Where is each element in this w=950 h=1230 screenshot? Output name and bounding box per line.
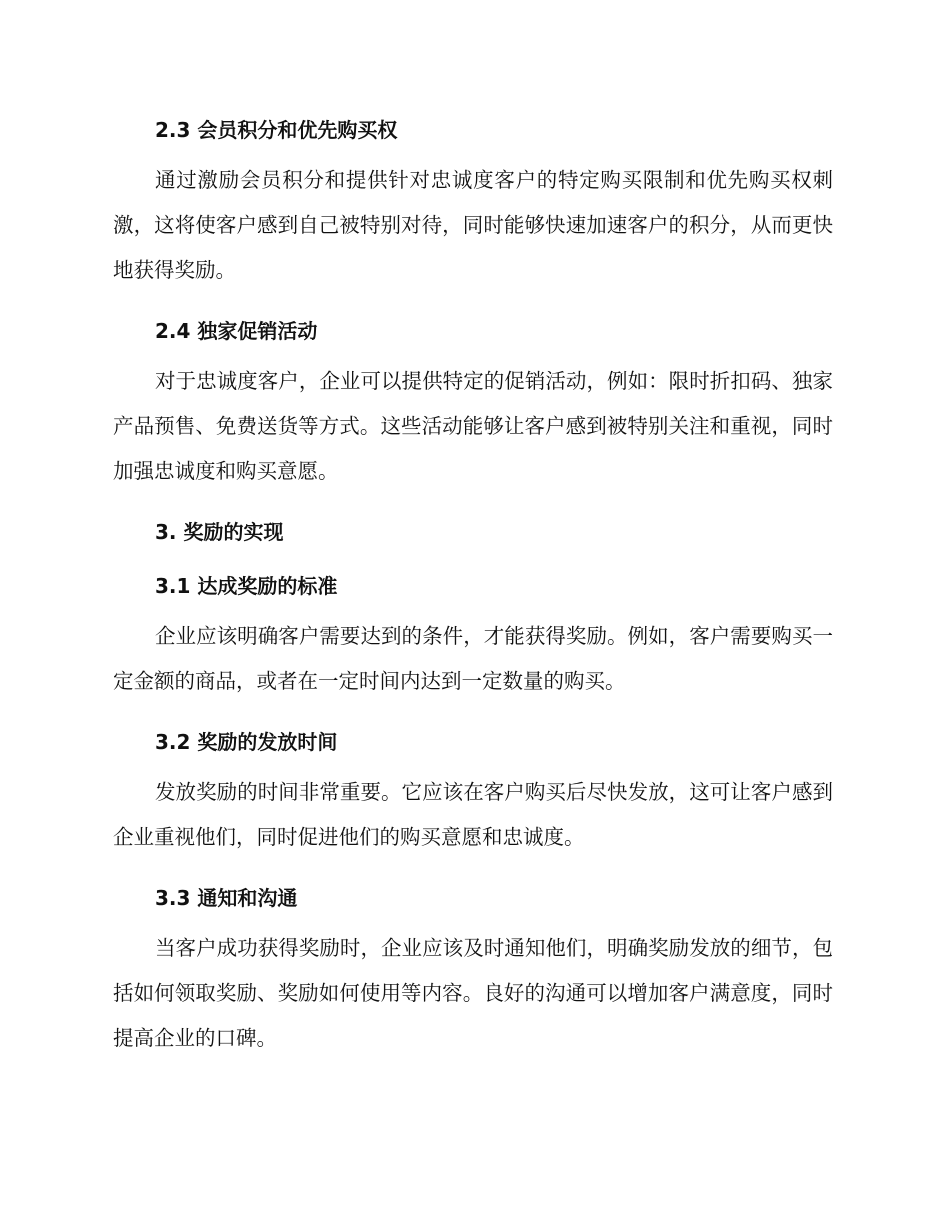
section-paragraph-3-2: 发放奖励的时间非常重要。它应该在客户购买后尽快发放，这可让客户感到企业重视他们，同时促进他们的购买意愿和忠诚度。 bbox=[113, 780, 833, 849]
section-heading-2-3: 2.3 会员积分和优先购买权 bbox=[155, 118, 398, 142]
section-paragraph-3-1: 企业应该明确客户需要达到的条件，才能获得奖励。例如，客户需要购买一定金额的商品，或者在一定时间内达到一定数量的购买。 bbox=[113, 624, 833, 693]
section-heading-3: 3. 奖励的实现 bbox=[155, 520, 284, 544]
document-content bbox=[113, 108, 833, 1077]
section-heading-3-1: 3.1 达成奖励的标准 bbox=[155, 574, 338, 598]
section-heading-2-4: 2.4 独家促销活动 bbox=[155, 319, 318, 343]
section-paragraph-2-3: 通过激励会员积分和提供针对忠诚度客户的特定购买限制和优先购买权刺激，这将使客户感到自己被特别对待，同时能够快速加速客户的积分，从而更快地获得奖励。 bbox=[113, 168, 833, 282]
section-paragraph-3-3: 当客户成功获得奖励时，企业应该及时通知他们，明确奖励发放的细节，包括如何领取奖励、奖励如何使用等内容。良好的沟通可以增加客户满意度，同时提高企业的口碑。 bbox=[113, 936, 833, 1050]
section-spacer bbox=[113, 554, 833, 564]
section-heading-3-2: 3.2 奖励的发放时间 bbox=[155, 730, 338, 754]
section-heading-3-3: 3.3 通知和沟通 bbox=[155, 886, 298, 910]
section-paragraph-2-4: 对于忠诚度客户，企业可以提供特定的促销活动，例如：限时折扣码、独家产品预售、免费送货等方式。这些活动能够让客户感到被特别关注和重视，同时加强忠诚度和购买意愿。 bbox=[113, 369, 833, 483]
